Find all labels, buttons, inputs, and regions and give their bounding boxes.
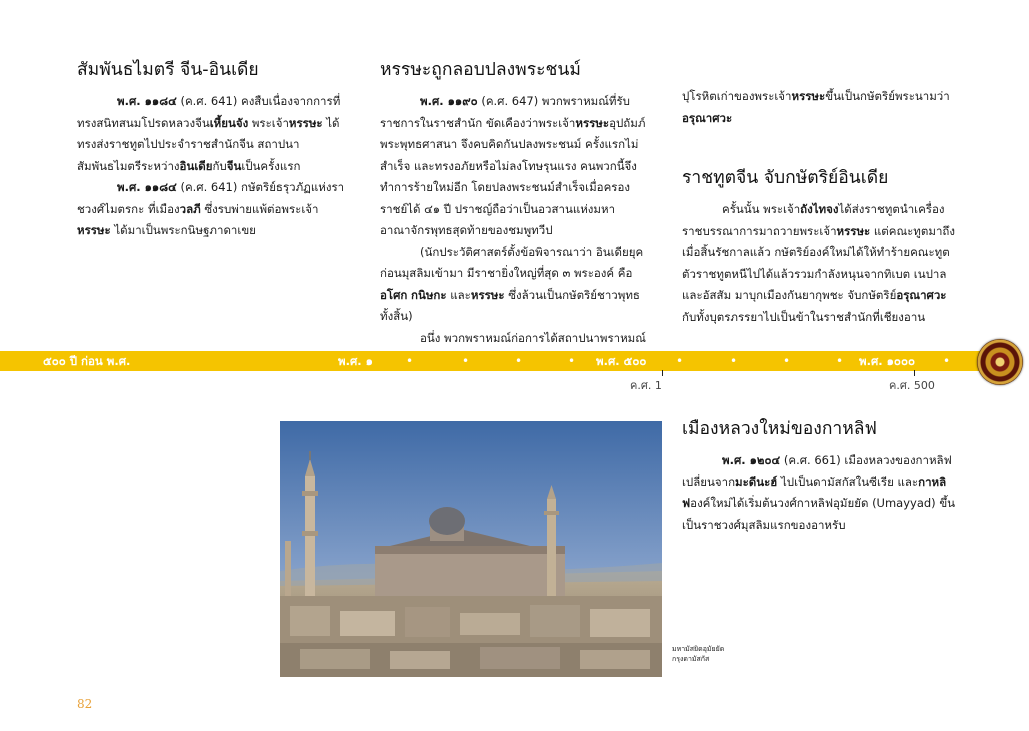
text: ปุโรหิตเก่าของพระเจ้า (682, 89, 792, 103)
timeline-label: พ.ศ. ๕๐๐ (596, 354, 647, 368)
text: กษัตริย์ธรุวภัฏแห่งราชวงศ์ไมตรกะ ที่เมือง (77, 180, 345, 216)
year: พ.ศ. ๑๑๘๔ (117, 94, 177, 108)
ce-label: ค.ศ. 1 (630, 379, 662, 392)
text: ซึ่งล้วนเป็นกษัตริย์ชาวพุทธทั้งสิ้น) (380, 287, 640, 323)
timeline-dot: • (568, 354, 576, 368)
timeline-dot: • (836, 354, 844, 368)
bold-term: กนิษกะ (411, 287, 447, 302)
timeline-tick (662, 370, 663, 376)
timeline-dot: • (730, 354, 738, 368)
text: ซึ่งรบพ่ายแพ้ต่อพระเจ้า (200, 201, 319, 216)
bold-term: จีน (226, 158, 242, 173)
bold-term: กาหลิฟ (682, 474, 947, 510)
year: พ.ศ. ๑๑๙๐ (420, 94, 478, 108)
text: ไปเป็นดามัสกัสในซีเรีย และ (777, 474, 919, 489)
page-number: 82 (77, 697, 93, 711)
text: ครั้นนั้น พระเจ้า (722, 202, 801, 216)
text: อุปถัมภ์พระพุทธศาสนา จึงคบคิดกันปลงพระชนม์ ครั้งแรกไม่สำเร็จ และทรงอภัยหรือไม่ลงโทษรุนแรง คนพวกนี้จึงทำการร้ายใหม่อีก โดยปลงพระชนม์สำเร็จเมื่อครองราชย์ได้ ๔๑ ปี ปราชญ์ถือว่าเป็นอวสานแห่งมหาอาณาจักรพุทธสุดท้ายของชมพูทวีป (380, 115, 646, 237)
bold-term: อรุณาศวะ (896, 288, 947, 302)
heading-chinese-envoy: ราชทูตจีน จับกษัตริย์อินเดีย (682, 168, 889, 188)
text: องค์ใหม่ได้เริ่มต้นวงศ์กาหลิฟอุมัยยัด (Umayyad) ขึ้นเป็นราชวงศ์มุสลิมแรกของอาหรับ (682, 496, 956, 532)
text: คงสืบเนื่องจากการที่ทรงสนิทสนมโปรดหลวงจีน (77, 94, 341, 130)
timeline-bar (0, 351, 1000, 371)
timeline-dot: • (462, 354, 470, 368)
timeline-label: พ.ศ. ๑ (338, 354, 373, 368)
column-1 (77, 57, 352, 242)
text: ได้ส่งราชทูตนำเครื่องราชบรรณาการมาถวายพระเจ้า (682, 202, 945, 238)
text: ได้มาเป็นพระกนิษฐภาดาเขย (110, 223, 256, 237)
bold-term: อินเดีย (179, 158, 213, 173)
text: (นักประวัติศาสตร์ตั้งข้อพิจารณาว่า อินเดียยุคก่อนมุสลิมเข้ามา มีราชายิ่งใหญ่ที่สุด ๓ พระองค์ คือ (380, 244, 644, 280)
bold-term: มะดีนะฮ์ (735, 474, 778, 489)
paragraph: อนึ่ง พวกพราหมณ์ก่อการได้สถาปนาพราหมณ์ (420, 330, 646, 345)
caption-line: กรุงดามัสกัส (672, 655, 710, 663)
heading-harsha-assassinated: หรรษะถูกลอบปลงพระชนม์ (380, 60, 581, 80)
photo-caption (672, 644, 724, 664)
bold-term: อโศก (380, 287, 408, 302)
bold-term: หรรษะ (791, 89, 826, 103)
timeline-dot: • (515, 354, 523, 368)
text: กับ (212, 158, 227, 173)
text: เป็นครั้งแรก (241, 158, 301, 173)
timeline-label: พ.ศ. ๑๐๐๐ (859, 354, 915, 368)
bold-term: อรุณาศวะ (682, 110, 733, 125)
column-4 (682, 416, 962, 536)
paragraph-continued (682, 86, 962, 129)
timeline-dot: • (406, 354, 414, 368)
bold-term: หรรษะ (77, 223, 111, 237)
timeline-dot: • (676, 354, 684, 368)
heading-new-caliph-capital: เมืองหลวงใหม่ของกาหลิฟ (682, 419, 877, 439)
mosque-photo (280, 421, 662, 677)
text: ได้ทรงส่งราชทูตไปประจำราชสำนักจีน สถาปนาสัมพันธไมตรีระหว่าง (77, 115, 340, 173)
bold-term: วลภี (179, 201, 201, 216)
timeline-dot: • (783, 354, 791, 368)
heading-china-india-relations: สัมพันธไมตรี จีน-อินเดีย (77, 60, 259, 80)
text: เมืองหลวงของกาหลิฟเปลี่ยนจาก (682, 453, 952, 489)
text: และ (446, 287, 471, 302)
bold-term: หรรษะ (288, 115, 323, 130)
paragraph (380, 242, 652, 328)
paragraph (682, 450, 962, 536)
ce-year: (ค.ศ. 641) (176, 94, 238, 108)
ce-year: (ค.ศ. 647) (477, 94, 539, 108)
text: พระเจ้า (248, 115, 289, 130)
year: พ.ศ. ๑๒๐๔ (722, 453, 781, 467)
ce-year: (ค.ศ. 641) (176, 180, 238, 194)
bold-term: เหี้ยนจัง (209, 115, 249, 130)
text: กับทั้งบุตรภรรยาไปเป็นข้าในราชสำนักที่เชียงอาน (682, 309, 926, 324)
column-2 (380, 57, 652, 349)
timeline-label: ๕๐๐ ปี ก่อน พ.ศ. (43, 354, 131, 368)
paragraph (380, 91, 652, 242)
text: พวกพราหมณ์ที่รับราชการในราชสำนัก ขัดเคืองว่าพระเจ้า (380, 94, 630, 130)
ce-label: ค.ศ. 500 (889, 379, 935, 392)
caption-line: มหามัสยิดอุมัยยัด (672, 645, 725, 653)
text: ขึ้นเป็นกษัตริย์พระนามว่า (825, 89, 950, 103)
bold-term: หรรษะ (575, 115, 610, 130)
year: พ.ศ. ๑๑๘๔ (117, 180, 177, 194)
timeline-dot: • (943, 354, 951, 368)
text: แต่คณะทูตมาถึงเมื่อสิ้นรัชกาลแล้ว กษัตริย์องค์ใหม่ได้ให้ทำร้ายคณะทูต ตัวราชทูตหนีไปได้แล้วรวมกำลังหนุนจากทิเบต เนปาล และอัสสัม มาบุกเมืองกันยากุพชะ จับกษัตริย์ (682, 223, 955, 302)
paragraph (77, 177, 352, 242)
bold-term: หรรษะ (836, 223, 871, 238)
bold-term: หรรษะ (470, 287, 505, 302)
paragraph (682, 199, 962, 328)
bold-term: ถังไทจง (800, 202, 839, 216)
medallion-icon (977, 339, 1023, 385)
paragraph (77, 91, 352, 177)
column-3 (682, 86, 962, 328)
ce-year: (ค.ศ. 661) (780, 453, 841, 467)
